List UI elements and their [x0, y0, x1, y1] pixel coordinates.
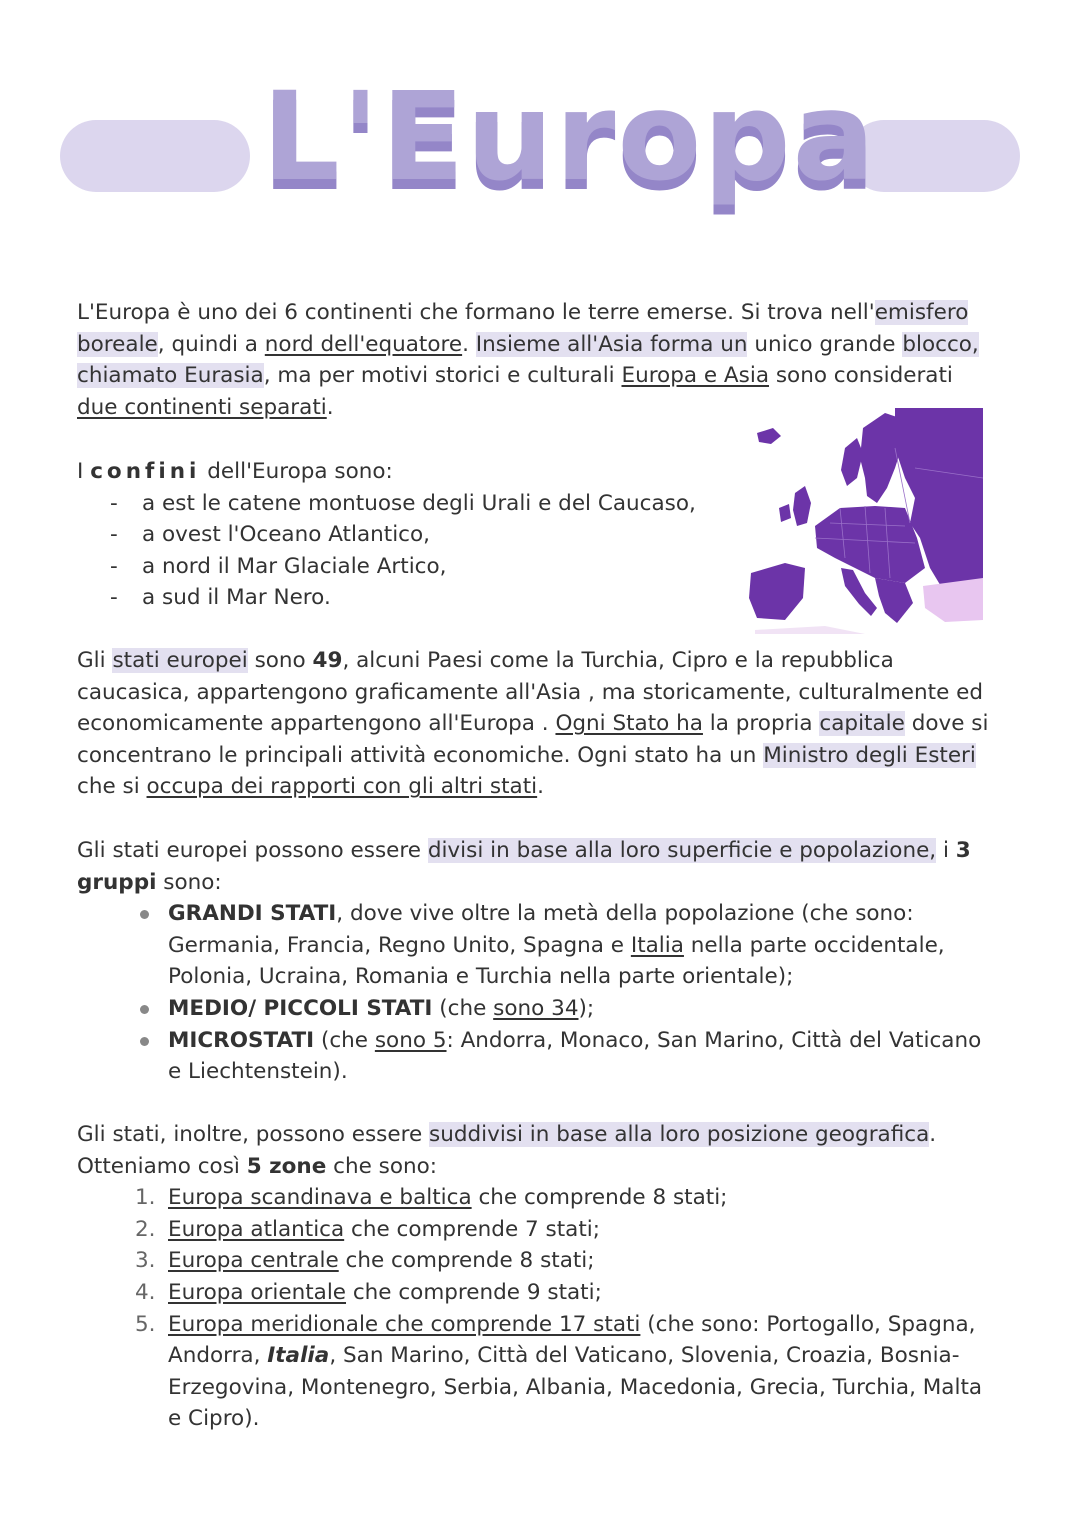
intro-text-6: sono considerati [769, 363, 953, 389]
intro-underline-equatore: nord dell'equatore [264, 331, 463, 357]
stati-text-7: . [537, 774, 544, 800]
list-item: - a est le catene montuose degli Urali e del Caucaso, [77, 488, 727, 520]
banner-pill-left [60, 120, 250, 192]
list-item [77, 1182, 997, 1214]
intro-text-2: , quindi a [157, 331, 265, 357]
intro-text-3: . [462, 331, 476, 357]
confini-section [77, 456, 727, 614]
medio-stati-text-1: (che [432, 995, 494, 1021]
zone-desc-2: , San Marino, Città del Vaticano, Slovenia, Croazia, Bosnia-Erzegovina, Montenegro, Serbia, Albania, Macedonia, Grecia, Turchia, Malta e Cipro). [168, 1343, 983, 1432]
stati-text-5: dove si concentrano le principali attività economiche. Ogni stato ha un [77, 711, 989, 768]
grandi-stati-underline: Italia [630, 932, 684, 958]
zone-text-1: Gli stati, inoltre, possono essere [77, 1122, 429, 1147]
stati-text-1: Gli [77, 648, 113, 673]
confini-suffix: dell'Europa sono: [200, 459, 393, 484]
list-item [77, 1309, 997, 1435]
microstati-label: MICROSTATI [168, 1027, 315, 1053]
confini-heading [77, 456, 727, 488]
zone-bold: 5 zone [246, 1153, 327, 1179]
gruppi-intro [77, 835, 997, 898]
intro-paragraph [77, 297, 997, 423]
microstati-underline: sono 5 [374, 1027, 447, 1053]
confini-word: confini [90, 459, 201, 484]
zone-name: Europa meridionale che comprende 17 stati [168, 1311, 641, 1337]
confini-prefix: I [77, 459, 91, 484]
list-number: 5. [135, 1311, 156, 1337]
medio-stati-underline: sono 34 [493, 995, 579, 1021]
stati-highlight-europei: stati europei [112, 648, 248, 673]
stati-count: 49 [312, 648, 343, 673]
list-number: 3. [135, 1248, 156, 1274]
zone-name: Europa atlantica [168, 1216, 345, 1242]
list-item: - a nord il Mar Glaciale Artico, [77, 551, 727, 583]
zone-text-4: che sono: [326, 1153, 438, 1179]
list-number: 4. [135, 1279, 156, 1305]
stati-highlight-ministro: Ministro degli Esteri [763, 742, 976, 768]
medio-stati-label: MEDIO/ PICCOLI STATI [168, 995, 433, 1021]
microstati-text-2: : Andorra, Monaco, San Marino, Città del Vaticano e Liechtenstein). [168, 1027, 982, 1085]
zone-desc-1: (che sono: Portogallo, Spagna, Andorra, [168, 1311, 976, 1369]
intro-highlight-eurasia: blocco, chiamato Eurasia [77, 331, 979, 389]
title-banner [0, 0, 1080, 260]
intro-text-7: . [326, 394, 334, 420]
gruppi-bold: 3 gruppi [77, 838, 971, 895]
stati-text-6: che si [77, 774, 147, 800]
intro-underline-separati: due continenti separati [77, 394, 327, 420]
stati-text-4: la propria [702, 711, 820, 737]
stati-highlight-capitale: capitale [819, 711, 905, 737]
gruppi-text-1: Gli stati europei possono essere [77, 838, 428, 863]
gruppi-highlight: divisi in base alla loro superficie e popolazione, [427, 838, 937, 863]
list-item [77, 898, 997, 993]
list-item [77, 993, 997, 1025]
zone-section [77, 1119, 997, 1435]
grandi-stati-text-1: , dove vive oltre la metà della popolazione (che sono: Germania, Francia, Regno Unito, Spagna e [168, 901, 914, 958]
europe-map-image [745, 408, 983, 634]
intro-text-1: L'Europa è uno dei 6 continenti che formano le terre emerse. Si trova nell' [77, 300, 875, 325]
stati-underline-ogni-stato: Ogni Stato ha [555, 711, 703, 737]
intro-underline-europa-asia: Europa e Asia [621, 363, 769, 389]
confini-list [77, 488, 727, 614]
grandi-stati-text-2: nella parte occidentale, Polonia, Ucraina, Romania e Turchia nella parte orientale); [168, 932, 945, 990]
zone-desc: che comprende 7 stati; [344, 1216, 600, 1242]
zone-intro-2 [77, 1151, 997, 1183]
list-item [77, 1214, 997, 1246]
zone-highlight: suddivisi in base alla loro posizione geografica [429, 1122, 930, 1147]
medio-stati-text-2: ); [578, 995, 595, 1021]
gruppi-section [77, 835, 997, 1088]
list-item [77, 1025, 997, 1088]
stati-paragraph [77, 645, 992, 803]
list-number: 1. [135, 1185, 156, 1211]
zone-italia: Italia [267, 1343, 330, 1369]
list-number: 2. [135, 1216, 156, 1242]
grandi-stati-label: GRANDI STATI [168, 901, 337, 927]
gruppi-text-2: i [936, 838, 956, 863]
microstati-text-1: (che [314, 1027, 375, 1053]
zone-desc: che comprende 8 stati; [471, 1185, 728, 1211]
gruppi-text-3: sono: [156, 869, 222, 895]
list-item: - a ovest l'Oceano Atlantico, [77, 519, 727, 551]
zone-intro-1 [77, 1119, 997, 1151]
zone-desc: che comprende 8 stati; [338, 1248, 595, 1274]
list-item [77, 1245, 997, 1277]
intro-highlight-emisfero: emisfero boreale [77, 300, 969, 357]
zone-list [77, 1182, 997, 1435]
intro-highlight-asia: Insieme all'Asia forma un [475, 331, 748, 357]
list-item: - a sud il Mar Nero. [77, 582, 727, 614]
zone-name: Europa orientale [168, 1279, 347, 1305]
zone-name: Europa scandinava e baltica [168, 1185, 472, 1211]
stati-text-3: , alcuni Paesi come la Turchia, Cipro e la repubblica caucasica, appartengono graficamente all'Asia , ma storicamente, culturalmente ed economicamente appartengono all'Europa . [77, 648, 984, 737]
intro-text-4: unico grande [747, 331, 903, 357]
page-title: L'Europa [262, 66, 877, 208]
stati-underline-rapporti: occupa dei rapporti con gli altri stati [146, 774, 538, 800]
zone-desc: che comprende 9 stati; [346, 1279, 602, 1305]
stati-text-2: sono [247, 648, 313, 673]
intro-text-5: , ma per motivi storici e culturali [263, 363, 622, 389]
zone-text-2: . [929, 1122, 937, 1147]
gruppi-list [77, 898, 997, 1088]
zone-name: Europa centrale [168, 1248, 339, 1274]
zone-text-3: Otteniamo così [77, 1153, 247, 1179]
list-item [77, 1277, 997, 1309]
